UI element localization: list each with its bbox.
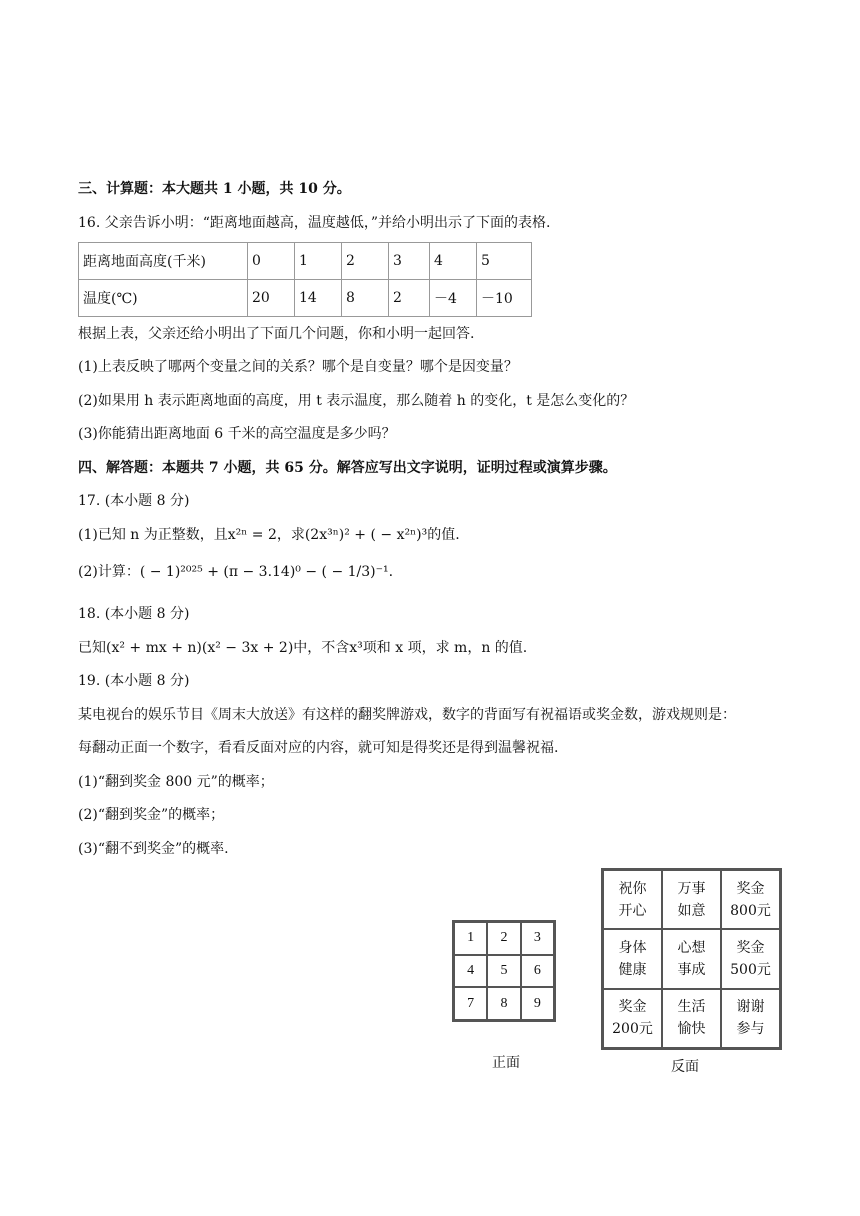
table-cell: 0 — [248, 243, 295, 280]
back-cell-line: 生活 — [677, 999, 706, 1016]
back-cell — [721, 989, 780, 1048]
back-cell — [721, 870, 780, 929]
back-cell — [662, 870, 721, 929]
back-cell-line: 500元 — [730, 961, 771, 978]
back-cell-line: 奖金 — [736, 880, 765, 897]
back-cell-line: 800元 — [730, 902, 771, 919]
q16-part1: (1)上表反映了哪两个变量之间的关系？哪个是自变量？哪个是因变量？ — [78, 359, 518, 375]
front-cell: 3 — [521, 922, 554, 955]
back-cell — [662, 929, 721, 988]
table-cell: 20 — [248, 280, 295, 317]
front-cell: 6 — [521, 955, 554, 988]
q19-text-1: 某电视台的娱乐节目《周末大放送》有这样的翻奖牌游戏，数字的背面写有祝福语或奖金数，游戏规则是： — [78, 707, 736, 723]
front-cell: 9 — [521, 987, 554, 1020]
section-4-heading: 四、解答题：本题共 7 小题，共 65 分。解答应写出文字说明，证明过程或演算步骤。 — [78, 460, 617, 476]
table-cell: 14 — [295, 280, 342, 317]
front-cell: 5 — [487, 955, 520, 988]
q16-intro: 16. 父亲告诉小明：“距离地面越高，温度越低，”并给小明出示了下面的表格. — [78, 215, 551, 231]
table-row-height — [79, 243, 532, 280]
back-cell-line: 参与 — [736, 1021, 765, 1038]
front-cell: 1 — [454, 922, 487, 955]
q18-text: 已知(x² + mx + n)(x² − 3x + 2)中，不含x³项和 x 项，求 m，n 的值. — [78, 640, 528, 656]
back-cell-line: 开心 — [618, 902, 647, 919]
back-cell — [662, 989, 721, 1048]
q16-part2: (2)如果用 h 表示距离地面的高度，用 t 表示温度，那么随着 h 的变化，t 是怎么变化的？ — [78, 393, 635, 409]
q19-title: 19. (本小题 8 分) — [78, 673, 190, 689]
table-cell: －10 — [477, 280, 532, 317]
table-cell: 温度(℃) — [79, 280, 248, 317]
table-cell: 2 — [342, 243, 389, 280]
card-back-grid — [601, 868, 782, 1050]
table-cell: 距离地面高度(千米) — [79, 243, 248, 280]
q19-text-2: 每翻动正面一个数字，看看反面对应的内容，就可知是得奖还是得到温馨祝福. — [78, 740, 559, 756]
back-cell-line: 如意 — [677, 902, 706, 919]
back-cell-line: 事成 — [677, 961, 706, 978]
q16-part3: (3)你能猜出距离地面 6 千米的高空温度是多少吗？ — [78, 426, 396, 442]
back-cell-line: 200元 — [612, 1021, 653, 1038]
back-cell-line: 祝你 — [618, 880, 647, 897]
front-caption: 正面 — [492, 1055, 520, 1071]
back-cell-line: 健康 — [618, 961, 647, 978]
q18-title: 18. (本小题 8 分) — [78, 606, 190, 622]
back-caption: 反面 — [671, 1059, 699, 1075]
table-cell: 3 — [389, 243, 430, 280]
table-cell: 2 — [389, 280, 430, 317]
back-cell — [603, 870, 662, 929]
front-cell: 7 — [454, 987, 487, 1020]
back-cell — [721, 929, 780, 988]
back-cell — [603, 989, 662, 1048]
back-cell-line: 愉快 — [677, 1021, 706, 1038]
table-cell: 8 — [342, 280, 389, 317]
q17-part1: (1)已知 n 为正整数，且x²ⁿ = 2，求(2x³ⁿ)² + ( − x²ⁿ)³的值. — [78, 527, 460, 543]
q19-part1: (1)“翻到奖金 800 元”的概率； — [78, 774, 274, 790]
q16-follow: 根据上表，父亲还给小明出了下面几个问题，你和小明一起回答. — [78, 326, 475, 342]
back-cell-line: 奖金 — [736, 939, 765, 956]
table-cell: －4 — [430, 280, 477, 317]
section-3-heading: 三、计算题：本大题共 1 小题，共 10 分。 — [78, 181, 351, 197]
q19-part3: (3)“翻不到奖金”的概率. — [78, 841, 229, 857]
table-cell: 5 — [477, 243, 532, 280]
back-cell-line: 身体 — [618, 939, 647, 956]
table-row-temperature — [79, 280, 532, 317]
front-cell: 8 — [487, 987, 520, 1020]
q17-part2: (2)计算：( − 1)²⁰²⁵ + (π − 3.14)⁰ − ( − 1/3)⁻¹. — [78, 564, 394, 580]
back-cell — [603, 929, 662, 988]
front-cell: 2 — [487, 922, 520, 955]
back-cell-line: 奖金 — [618, 999, 647, 1016]
q19-part2: (2)“翻到奖金”的概率； — [78, 807, 225, 823]
back-cell-line: 谢谢 — [736, 999, 765, 1016]
back-cell-line: 万事 — [677, 880, 706, 897]
q17-title: 17. (本小题 8 分) — [78, 493, 190, 509]
card-front-grid — [452, 920, 556, 1022]
table-cell: 1 — [295, 243, 342, 280]
front-cell: 4 — [454, 955, 487, 988]
height-temperature-table — [78, 242, 532, 317]
table-cell: 4 — [430, 243, 477, 280]
back-cell-line: 心想 — [677, 939, 706, 956]
